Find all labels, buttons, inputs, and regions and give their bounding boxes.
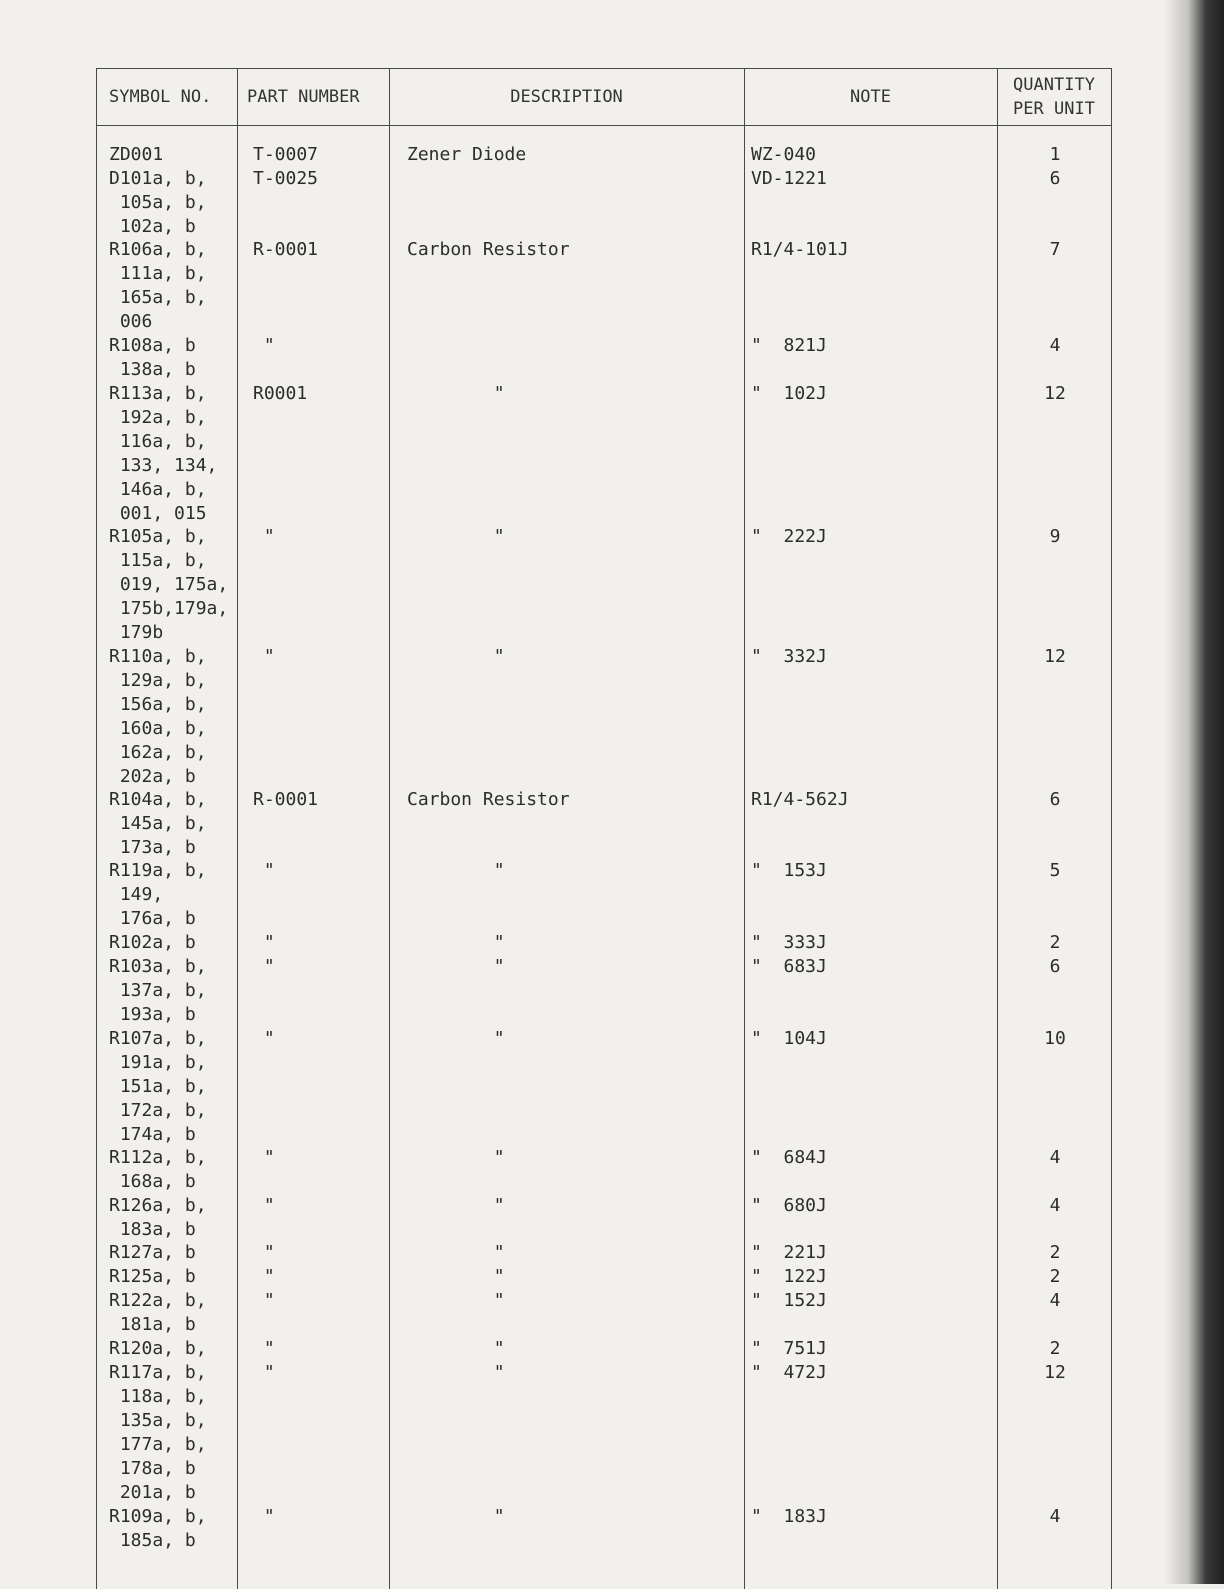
quantity-cell: 1 xyxy=(1049,144,1061,165)
note-cell: " 153J xyxy=(751,860,827,881)
part-number-cell: " xyxy=(253,1506,275,1527)
note-cell: " 104J xyxy=(751,1028,827,1049)
symbol-no-cell: R120a, b, xyxy=(109,1338,207,1359)
symbol-no-cell: R113a, b, 192a, b, 116a, b, 133, 134, 146a, b, 001, 015 xyxy=(109,383,218,524)
note-cell: " 472J xyxy=(751,1362,827,1383)
note-cell: " 680J xyxy=(751,1195,827,1216)
part-number-cell: R-0001 xyxy=(253,239,319,260)
symbol-no-cell: R109a, b, 185a, b xyxy=(109,1506,207,1551)
quantity-cell: 6 xyxy=(1049,168,1061,189)
header-quantity-line2: PER UNIT xyxy=(1013,99,1095,119)
quantity-cell: 5 xyxy=(1049,860,1061,881)
description-cell: " xyxy=(407,1028,505,1049)
description-cell: Carbon Resistor xyxy=(407,239,570,260)
note-cell: " 221J xyxy=(751,1242,827,1263)
note-cell: " 821J xyxy=(751,335,827,356)
description-cell: " xyxy=(407,956,505,977)
description-cell: " xyxy=(407,1242,505,1263)
symbol-no-cell: D101a, b, 105a, b, 102a, b xyxy=(109,168,207,237)
symbol-no-cell: R108a, b 138a, b xyxy=(109,335,196,380)
part-number-cell: " xyxy=(253,860,275,881)
quantity-cell: 4 xyxy=(1049,1147,1061,1168)
note-cell: " 122J xyxy=(751,1266,827,1287)
note-cell: " 183J xyxy=(751,1506,827,1527)
quantity-cell: 12 xyxy=(1044,383,1066,404)
quantity-cell: 7 xyxy=(1049,239,1061,260)
symbol-no-cell: R105a, b, 115a, b, 019, 175a, 175b,179a, 179b xyxy=(109,526,229,643)
part-number-cell: " xyxy=(253,646,275,667)
symbol-no-cell: R119a, b, 149, 176a, b xyxy=(109,860,207,929)
quantity-cell: 2 xyxy=(1049,1338,1061,1359)
quantity-cell: 12 xyxy=(1044,1362,1066,1383)
note-cell: " 751J xyxy=(751,1338,827,1359)
symbol-no-cell: R106a, b, 111a, b, 165a, b, 006 xyxy=(109,239,207,332)
description-cell: Zener Diode xyxy=(407,144,527,165)
column-divider xyxy=(997,69,998,1589)
description-cell: " xyxy=(407,1506,505,1527)
part-number-cell: " xyxy=(253,956,275,977)
symbol-no-cell: R104a, b, 145a, b, 173a, b xyxy=(109,789,207,858)
part-number-cell: T-0007 xyxy=(253,144,319,165)
description-cell: " xyxy=(407,383,505,404)
part-number-cell: " xyxy=(253,335,275,356)
note-cell: " 222J xyxy=(751,526,827,547)
quantity-cell: 4 xyxy=(1049,1290,1061,1311)
symbol-no-cell: R103a, b, 137a, b, 193a, b xyxy=(109,956,207,1025)
note-cell: " 332J xyxy=(751,646,827,667)
quantity-cell: 4 xyxy=(1049,1506,1061,1527)
note-cell: " 683J xyxy=(751,956,827,977)
page-edge-shadow xyxy=(1164,0,1224,1584)
note-cell: " 152J xyxy=(751,1290,827,1311)
description-cell: " xyxy=(407,1362,505,1383)
quantity-cell: 2 xyxy=(1049,932,1061,953)
header-quantity-line1: QUANTITY xyxy=(1013,75,1095,95)
header-divider xyxy=(97,125,1111,126)
parts-list-table xyxy=(96,68,1112,1589)
part-number-cell: " xyxy=(253,526,275,547)
part-number-cell: R0001 xyxy=(253,383,308,404)
quantity-cell: 10 xyxy=(1044,1028,1066,1049)
symbol-no-cell: R122a, b, 181a, b xyxy=(109,1290,207,1335)
symbol-no-cell: R107a, b, 191a, b, 151a, b, 172a, b, 174a, b xyxy=(109,1028,207,1145)
description-cell: " xyxy=(407,1338,505,1359)
symbol-no-cell: R117a, b, 118a, b, 135a, b, 177a, b, 178a, b 201a, b xyxy=(109,1362,207,1503)
note-cell: R1/4-562J xyxy=(751,789,849,810)
quantity-cell: 2 xyxy=(1049,1242,1061,1263)
quantity-cell: 6 xyxy=(1049,789,1061,810)
header-note: NOTE xyxy=(850,87,891,107)
description-cell: " xyxy=(407,860,505,881)
part-number-cell: " xyxy=(253,1266,275,1287)
part-number-cell: " xyxy=(253,1362,275,1383)
symbol-no-cell: R102a, b xyxy=(109,932,196,953)
header-quantity-per-unit xyxy=(997,69,1111,125)
symbol-no-cell: ZD001 xyxy=(109,144,164,165)
description-cell: " xyxy=(407,1290,505,1311)
symbol-no-cell: R110a, b, 129a, b, 156a, b, 160a, b, 162a, b, 202a, b xyxy=(109,646,207,787)
part-number-cell: " xyxy=(253,1195,275,1216)
description-cell: " xyxy=(407,646,505,667)
part-number-cell: " xyxy=(253,1147,275,1168)
description-cell: Carbon Resistor xyxy=(407,789,570,810)
note-cell: " 102J xyxy=(751,383,827,404)
note-cell: WZ-040 xyxy=(751,144,817,165)
description-cell: " xyxy=(407,1266,505,1287)
part-number-cell: " xyxy=(253,1028,275,1049)
part-number-cell: R-0001 xyxy=(253,789,319,810)
description-cell: " xyxy=(407,526,505,547)
description-cell: " xyxy=(407,1147,505,1168)
quantity-cell: 9 xyxy=(1049,526,1061,547)
symbol-no-cell: R125a, b xyxy=(109,1266,196,1287)
quantity-cell: 4 xyxy=(1049,1195,1061,1216)
header-part-number: PART NUMBER xyxy=(247,87,360,107)
symbol-no-cell: R127a, b xyxy=(109,1242,196,1263)
quantity-cell: 4 xyxy=(1049,335,1061,356)
symbol-no-cell: R112a, b, 168a, b xyxy=(109,1147,207,1192)
note-cell: VD-1221 xyxy=(751,168,827,189)
symbol-no-cell: R126a, b, 183a, b xyxy=(109,1195,207,1240)
note-cell: " 333J xyxy=(751,932,827,953)
description-cell: " xyxy=(407,1195,505,1216)
note-cell: " 684J xyxy=(751,1147,827,1168)
quantity-cell: 6 xyxy=(1049,956,1061,977)
header-description: DESCRIPTION xyxy=(510,87,623,107)
header-symbol-no: SYMBOL NO. xyxy=(109,87,212,107)
description-cell: " xyxy=(407,932,505,953)
part-number-cell: T-0025 xyxy=(253,168,319,189)
note-cell: R1/4-101J xyxy=(751,239,849,260)
quantity-cell: 12 xyxy=(1044,646,1066,667)
part-number-cell: " xyxy=(253,1338,275,1359)
column-divider xyxy=(744,69,745,1589)
quantity-cell: 2 xyxy=(1049,1266,1061,1287)
part-number-cell: " xyxy=(253,1290,275,1311)
part-number-cell: " xyxy=(253,1242,275,1263)
part-number-cell: " xyxy=(253,932,275,953)
